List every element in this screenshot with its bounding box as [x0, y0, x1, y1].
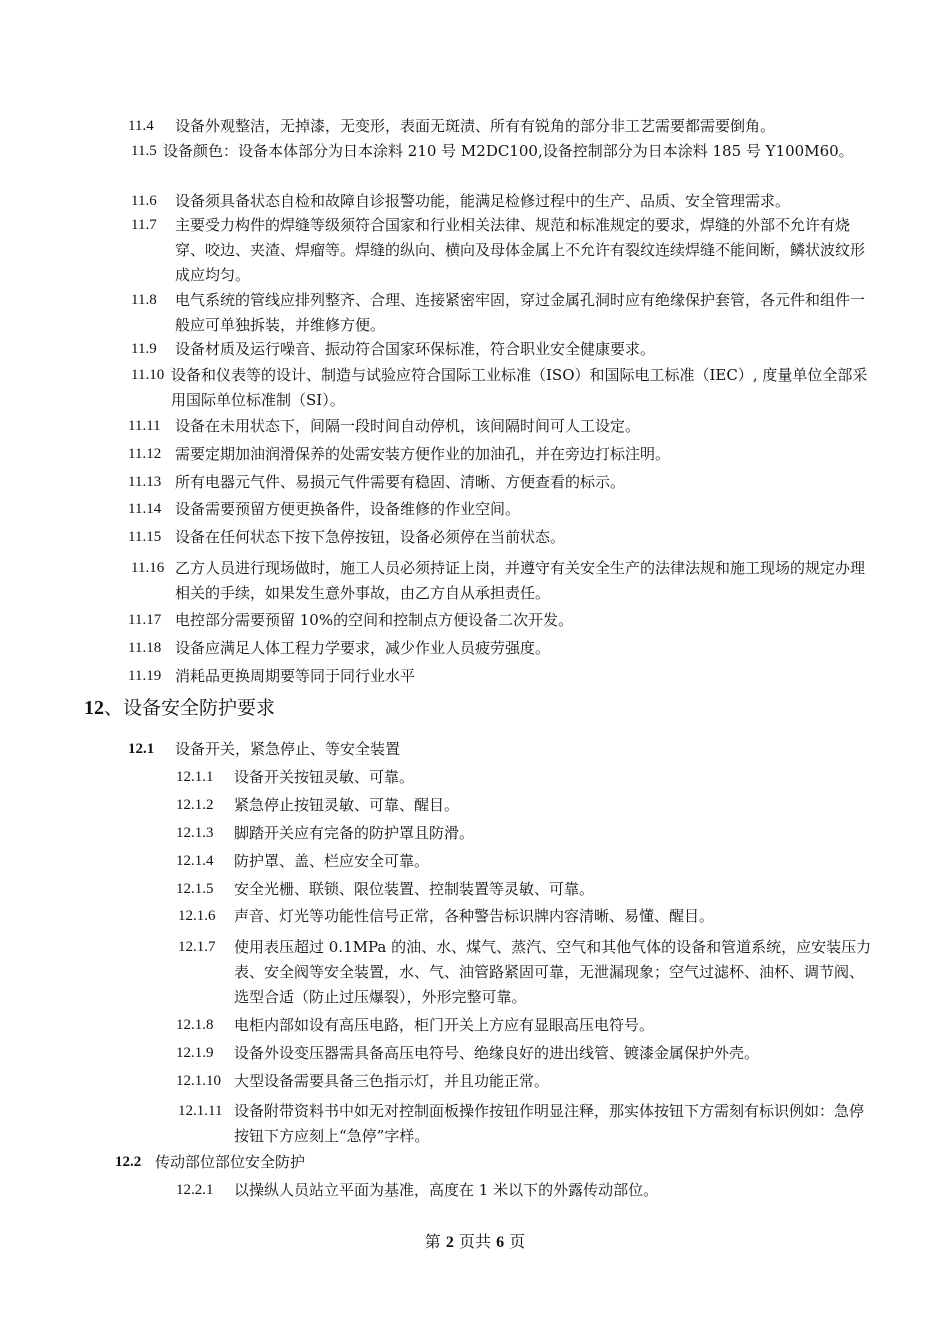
clause-text: 主要受力构件的焊缝等级须符合国家和行业相关法律、规范和标准规定的要求，焊缝的外部不允许有烧穿、咬边、夹渣、焊瘤等。焊缝的纵向、横向及母体金属上不允许有裂纹连续焊缝不能间断，鳞状波纹形成应均匀。 [175, 216, 866, 284]
clause-11-16 [131, 556, 891, 606]
subsection-title: 设备开关，紧急停止、等安全装置 [175, 740, 401, 758]
clause-number: 11.15 [128, 529, 162, 545]
subsection-number: 12.2 [115, 1154, 142, 1170]
clause-text: 使用表压超过 0.1MPa 的油、水、煤气、蒸汽、空气和其他气体的设备和管道系统，应安装压力表、安全阀等安全装置，水、气、油管路紧固可靠，无泄漏现象；空气过滤杯、油杯、调节阀、选型合适（防止过压爆裂），外形完整可靠。 [234, 938, 872, 1006]
clause-text: 安全光栅、联锁、限位装置、控制装置等灵敏、可靠。 [234, 880, 595, 898]
clause-text: 设备需要预留方便更换备件，设备维修的作业空间。 [175, 500, 521, 518]
clause-number: 12.1.5 [176, 881, 214, 897]
clause-number: 11.10 [131, 367, 165, 383]
clause-text: 电气系统的管线应排列整齐、合理、连接紧密牢固，穿过金属孔洞时应有绝缘保护套管，各元件和组件一般应可单独拆装，并维修方便。 [175, 291, 866, 334]
clause-number: 11.19 [128, 668, 162, 684]
clause-11-7 [131, 213, 891, 288]
clause-text: 大型设备需要具备三色指示灯，并且功能正常。 [234, 1072, 550, 1090]
clause-text: 脚踏开关应有完备的防护罩且防滑。 [234, 824, 475, 842]
clause-11-8 [131, 288, 891, 338]
clause-text: 设备在任何状态下按下急停按钮，设备必须停在当前状态。 [175, 528, 566, 546]
clause-number: 12.1.10 [176, 1073, 221, 1089]
page-footer [0, 1229, 950, 1256]
clause-text: 电柜内部如设有高压电路，柜门开关上方应有显眼高压电符号。 [234, 1016, 655, 1034]
clause-text: 设备颜色：设备本体部分为日本涂料 210 号 M2DC100,设备控制部分为日本涂料 185 号 Y100M60。 [163, 142, 854, 160]
clause-number: 11.4 [128, 118, 154, 134]
clause-text: 设备在未用状态下，间隔一段时间自动停机，该间隔时间可人工设定。 [175, 417, 641, 435]
clause-number: 11.18 [128, 640, 162, 656]
footer-prefix: 第 [424, 1232, 441, 1251]
clause-text: 设备附带资料书中如无对控制面板操作按钮作明显注释，那实体按钮下方需刻有标识例如：急停按钮下方应刻上“急停”字样。 [234, 1102, 865, 1145]
clause-number: 11.7 [131, 217, 157, 233]
section-title: 、设备安全防护要求 [104, 697, 276, 719]
clause-number: 12.1.8 [176, 1017, 214, 1033]
clause-text: 设备外设变压器需具备高压电符号、绝缘良好的进出线管、镀漆金属保护外壳。 [234, 1044, 760, 1062]
clause-number: 11.17 [128, 612, 162, 628]
clause-number: 12.1.9 [176, 1045, 214, 1061]
clause-number: 12.1.3 [176, 825, 214, 841]
clause-text: 设备开关按钮灵敏、可靠。 [234, 768, 415, 786]
clause-text: 设备须具备状态自检和故障自诊报警功能，能满足检修过程中的生产、品质、安全管理需求。 [175, 192, 791, 210]
clause-text: 设备材质及运行噪音、振动符合国家环保标准，符合职业安全健康要求。 [175, 340, 656, 358]
subsection-title: 传动部位部位安全防护 [155, 1153, 306, 1171]
clause-text: 设备应满足人体工程力学要求，减少作业人员疲劳强度。 [175, 639, 551, 657]
clause-number: 11.14 [128, 501, 162, 517]
clause-number: 11.5 [131, 143, 157, 159]
clause-text: 紧急停止按钮灵敏、可靠、醒目。 [234, 796, 460, 814]
current-page-number: 2 [445, 1234, 454, 1251]
clause-text: 设备外观整洁，无掉漆，无变形，表面无斑渍、所有有锐角的部分非工艺需要都需要倒角。 [175, 117, 776, 135]
footer-middle: 页共 [458, 1232, 491, 1251]
clause-number: 11.16 [131, 560, 165, 576]
subsection-number: 12.1 [128, 741, 155, 757]
clause-text: 电控部分需要预留 10%的空间和控制点方便设备二次开发。 [175, 611, 574, 629]
clause-text: 设备和仪表等的设计、制造与试验应符合国际工业标准（ISO）和国际电工标准（IEC）, 度量单位全部采用国际单位标准制（SI）。 [171, 366, 868, 409]
clause-number: 11.13 [128, 474, 162, 490]
clause-text: 防护罩、盖、栏应安全可靠。 [234, 852, 430, 870]
clause-text: 所有电器元气件、易损元气件需要有稳固、清晰、方便查看的标示。 [175, 473, 626, 491]
clause-text: 需要定期加油润滑保养的处需安装方便作业的加油孔，并在旁边打标注明。 [175, 445, 671, 463]
clause-12-1-7 [178, 935, 878, 1010]
clause-number: 11.6 [131, 193, 157, 209]
clause-12-1-11 [178, 1099, 878, 1149]
clause-number: 12.1.2 [176, 797, 214, 813]
clause-text: 消耗品更换周期要等同于同行业水平 [175, 667, 416, 685]
clause-number: 12.1.7 [178, 939, 216, 955]
clause-number: 12.1.4 [176, 853, 214, 869]
clause-number: 12.1.11 [178, 1103, 223, 1119]
section-12-heading [84, 694, 275, 722]
clause-11-5 [131, 139, 891, 189]
footer-suffix: 页 [509, 1232, 526, 1251]
clause-text: 乙方人员进行现场做时，施工人员必须持证上岗，并遵守有关安全生产的法律法规和施工现场的规定办理相关的手续，如果发生意外事故，由乙方自从承担责任。 [175, 559, 866, 602]
clause-number: 11.9 [131, 341, 157, 357]
clause-11-10 [131, 363, 891, 413]
clause-number: 11.8 [131, 292, 157, 308]
total-page-count: 6 [496, 1234, 505, 1251]
clause-text: 声音、灯光等功能性信号正常，各种警告标识牌内容清晰、易懂、醒目。 [234, 907, 715, 925]
clause-number: 11.12 [128, 446, 162, 462]
clause-number: 12.1.6 [178, 908, 216, 924]
clause-number: 12.2.1 [176, 1182, 214, 1198]
clause-text: 以操纵人员站立平面为基准，高度在 1 米以下的外露传动部位。 [234, 1181, 659, 1199]
clause-number: 11.11 [128, 418, 161, 434]
clause-number: 12.1.1 [176, 769, 214, 785]
section-number: 12 [84, 697, 104, 719]
